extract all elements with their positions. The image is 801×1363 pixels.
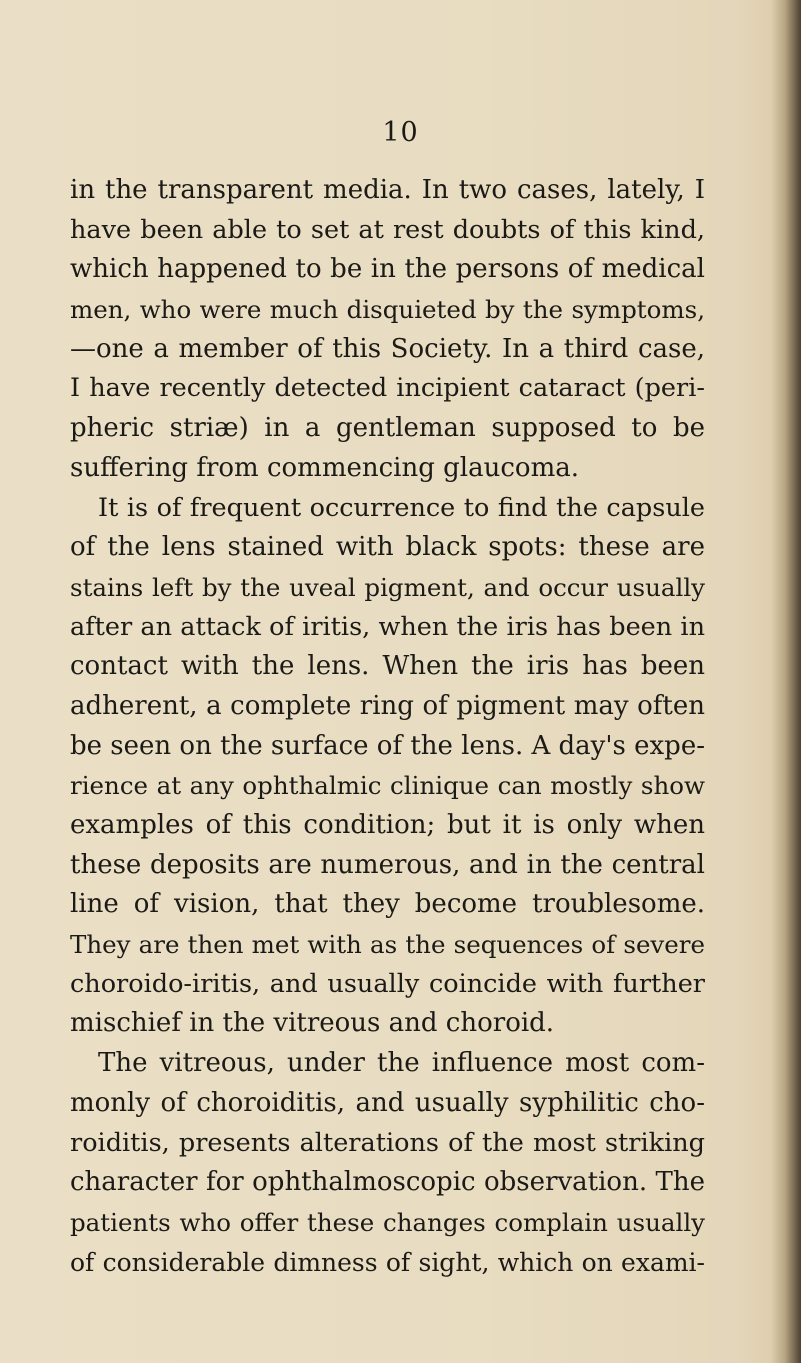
- text-line: pheric striæ) in a gentleman supposed to be: [70, 413, 705, 444]
- body-text: [70, 171, 705, 1282]
- text-line: of considerable dimness of sight, which on exami-: [70, 1247, 705, 1277]
- text-line: contact with the lens. When the iris has been: [70, 651, 705, 682]
- text-line: suffering from commencing glaucoma.: [70, 452, 579, 483]
- page-edge-shadow: [771, 0, 801, 1363]
- text-line: character for ophthalmoscopic observation. The: [70, 1167, 705, 1198]
- text-line: after an attack of iritis, when the iris has been in: [70, 611, 705, 642]
- page-number: 10: [382, 117, 419, 148]
- text-line: men, who were much disquieted by the symptoms,: [70, 295, 705, 325]
- text-line: line of vision, that they become troublesome.: [70, 889, 705, 920]
- text-line: mischief in the vitreous and choroid.: [70, 1008, 555, 1039]
- text-line: —one a member of this Society. In a third case,: [70, 333, 705, 364]
- text-line: which happened to be in the persons of medical: [70, 254, 705, 285]
- text-line: roiditis, presents alterations of the most striking: [70, 1127, 705, 1158]
- text-line: have been able to set at rest doubts of this kind,: [70, 214, 705, 245]
- text-line: these deposits are numerous, and in the central: [70, 849, 705, 880]
- text-line: of the lens stained with black spots: these are: [70, 532, 705, 563]
- text-line: be seen on the surface of the lens. A day's expe-: [70, 730, 705, 761]
- text-line: stains left by the uveal pigment, and occur usually: [70, 572, 705, 602]
- text-line: in the transparent media. In two cases, lately, I: [70, 175, 705, 205]
- text-line: monly of choroiditis, and usually syphilitic cho-: [70, 1087, 705, 1118]
- text-line: adherent, a complete ring of pigment may often: [70, 690, 705, 721]
- text-line: choroido-iritis, and usually coincide with further: [70, 968, 705, 999]
- text-line: I have recently detected incipient cataract (peri-: [70, 373, 705, 404]
- text-line: It is of frequent occurrence to find the capsule: [98, 492, 705, 523]
- text-line: The vitreous, under the influence most com-: [98, 1048, 705, 1079]
- text-line: patients who offer these changes complain usually: [70, 1207, 705, 1237]
- text-line: They are then met with as the sequences of severe: [70, 930, 705, 960]
- text-line: examples of this condition; but it is only when: [70, 810, 705, 840]
- text-line: rience at any ophthalmic clinique can mostly show: [70, 771, 705, 801]
